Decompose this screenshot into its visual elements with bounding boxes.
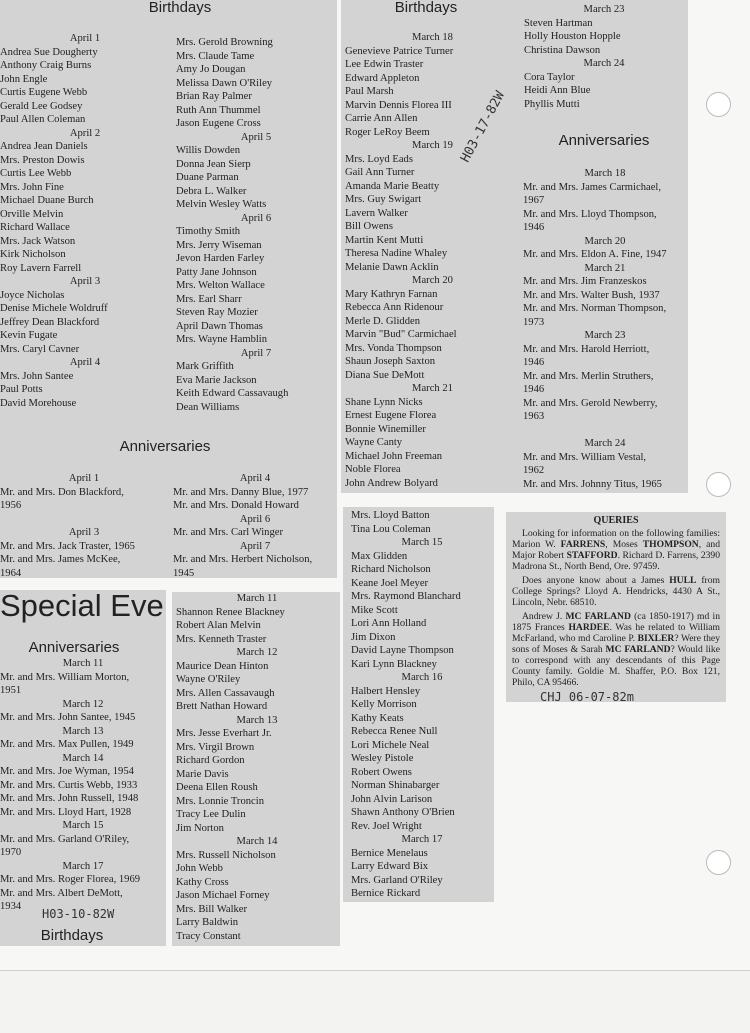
list-item: Mrs. Bill Walker <box>176 903 248 915</box>
date-heading: April 4 <box>69 357 101 368</box>
date-heading: April 3 <box>69 276 101 287</box>
date-heading: March 20 <box>412 275 453 286</box>
list-item: Marvin Dennis Florea III <box>345 99 452 111</box>
queries-text <box>512 515 720 691</box>
list-item: Timothy Smith <box>176 226 241 237</box>
list-item: Mr. and Mrs. James McKee, <box>0 554 121 565</box>
list-item: Richard Wallace <box>0 222 70 233</box>
list-item: Heidi Ann Blue <box>524 85 591 96</box>
date-heading: April 7 <box>239 540 271 552</box>
list-item: Denise Michele Woldruff <box>0 303 108 314</box>
date-heading: March 17 <box>62 860 104 872</box>
april-anniv-col2 <box>173 472 337 578</box>
list-item: Jevon Harden Farley <box>176 253 265 264</box>
list-item: Amy Jo Dougan <box>176 64 246 75</box>
list-item: Paul Potts <box>0 384 43 395</box>
list-item: Lavern Walker <box>345 207 408 219</box>
list-item: Mark Griffith <box>176 361 234 372</box>
list-item: 1964 <box>0 567 22 578</box>
list-item: Rebecca Renee Null <box>351 726 438 737</box>
date-heading: March 24 <box>584 438 626 449</box>
list-item: Jim Dixon <box>351 631 396 643</box>
list-item: Jason Eugene Cross <box>176 118 261 129</box>
list-item: Mrs. Virgil Brown <box>176 741 255 753</box>
list-item: Robert Alan Melvin <box>176 620 261 631</box>
list-item: Michael John Freeman <box>345 450 443 462</box>
list-item: Max Glidden <box>351 550 408 562</box>
list-item: April Dawn Thomas <box>176 320 263 332</box>
list-item: Richard Nicholson <box>351 564 431 575</box>
date-heading: March 16 <box>401 672 443 683</box>
list-item: Mrs. John Santee <box>0 370 74 382</box>
list-item: John Webb <box>176 863 223 874</box>
list-item <box>523 424 687 438</box>
april-birthdays-col2 <box>176 36 336 414</box>
list-item: Willis Dowden <box>176 145 241 156</box>
clipping-special-events <box>0 590 166 946</box>
list-item: Ernest Eugene Florea <box>345 410 437 421</box>
list-item: Marvin "Bud" Carmichael <box>345 329 457 340</box>
list-item: Mr. and Mrs. John Santee, 1945 <box>0 712 136 723</box>
list-item: Donna Jean Sierp <box>176 158 251 170</box>
list-item: Duane Parman <box>176 172 239 183</box>
list-item: Mr. and Mrs. Johnny Titus, 1965 <box>523 478 662 490</box>
list-item: Patty Jane Johnson <box>176 266 257 278</box>
binder-hole-top <box>706 92 731 117</box>
list-item <box>0 513 168 527</box>
list-item: Martin Kent Mutti <box>345 234 424 246</box>
list-item: Mr. and Mrs. Walter Bush, 1937 <box>523 289 660 301</box>
list-item: Mr. and Mrs. Carl Winger <box>173 527 284 538</box>
clipping-march-15-17 <box>343 507 494 902</box>
queries-title: QUERIES <box>593 515 639 526</box>
list-item: Rev. Joel Wright <box>351 820 422 832</box>
list-item: 1945 <box>173 567 195 578</box>
date-heading: April 7 <box>240 347 272 359</box>
list-item: David Morehouse <box>0 397 77 409</box>
list-item: Theresa Nadine Whaley <box>345 248 448 259</box>
list-item: Mr. and Mrs. Albert DeMott, <box>0 887 123 899</box>
handwritten-date-3: H03-10-82W <box>42 907 115 921</box>
birthdays-heading-march: Birthdays <box>394 0 458 16</box>
april-anniv-col1 <box>0 472 168 578</box>
list-item: Mrs. Claude Tame <box>176 50 255 62</box>
list-item: Mr. and Mrs. Herbert Nicholson, <box>173 554 313 565</box>
list-item: Mrs. Garland O'Riley <box>351 874 443 886</box>
list-item: Mrs. Guy Swigart <box>345 194 422 205</box>
list-item: Melissa Dawn O'Riley <box>176 77 273 89</box>
list-item: Mrs. Vonda Thompson <box>345 342 442 354</box>
list-item: Mr. and Mrs. William Vestal, <box>523 451 647 463</box>
list-item: Mrs. Lonnie Troncin <box>176 795 264 807</box>
date-heading: April 1 <box>69 33 101 44</box>
list-item: Noble Florea <box>345 464 401 475</box>
query-hull: Does anyone know about a James HULL from College Springs? Lloyd A. Hendricks, 4430 A St., Lincoln, Nebr. 68510. <box>512 575 720 608</box>
april-birthdays-col1 <box>0 32 170 410</box>
list-item: 1934 <box>0 901 22 912</box>
query-farrens: Looking for information on the following families: Marion W. FARRENS, Moses THOMPSON, and Major Robert STAFFORD. Richard D. Farrens, 2390 Madrona St., North Bend, Ore. 97459. <box>512 528 721 572</box>
march-anniv-col <box>523 167 687 491</box>
list-item: Joyce Nicholas <box>0 289 65 301</box>
list-item: Debra L. Walker <box>176 185 247 197</box>
date-heading: March 15 <box>62 820 104 831</box>
list-item: Mrs. Jack Watson <box>0 235 76 247</box>
date-heading: March 12 <box>62 698 104 710</box>
list-item: Mr. and Mrs. Norman Thompson, <box>523 303 667 314</box>
list-item: Mrs. Welton Wallace <box>176 280 265 291</box>
date-heading: March 17 <box>401 834 443 845</box>
list-item: Norman Shinabarger <box>351 780 440 791</box>
date-heading: March 18 <box>412 32 453 43</box>
clipping-march-late <box>341 0 688 493</box>
list-item: Mr. and Mrs. Roger Florea, 1969 <box>0 874 141 885</box>
date-heading: April 6 <box>239 513 271 525</box>
list-item: Christina Dawson <box>524 44 601 56</box>
list-item: Mrs. Jesse Everhart Jr. <box>176 728 272 739</box>
list-item: Mary Kathryn Farnan <box>345 288 438 300</box>
list-item: Mrs. Kenneth Traster <box>176 633 267 645</box>
date-heading: March 14 <box>236 836 278 847</box>
list-item: Jason Michael Forney <box>176 890 270 901</box>
list-item: Steven Hartman <box>524 17 593 29</box>
anniversaries-heading-special: Anniversaries <box>28 639 120 656</box>
list-item: Edward Appleton <box>345 72 420 84</box>
list-item: Jim Norton <box>176 822 224 834</box>
clipping-queries <box>506 512 726 702</box>
date-heading: March 13 <box>236 714 278 726</box>
list-item: Mrs. Caryl Cavner <box>0 343 80 355</box>
binder-hole-middle <box>706 472 731 497</box>
list-item: Lori Michele Neal <box>351 739 430 751</box>
list-item: Maurice Dean Hinton <box>176 660 269 672</box>
list-item: Mrs. Wayne Hamblin <box>176 334 268 345</box>
list-item: Brett Nathan Howard <box>176 701 268 712</box>
anniversaries-heading-march: Anniversaries <box>558 132 650 149</box>
list-item: 1946 <box>523 222 545 233</box>
list-item: 1970 <box>0 847 22 858</box>
date-heading: March 23 <box>583 4 625 15</box>
list-item: Bill Owens <box>345 221 393 232</box>
list-item: Mr. and Mrs. Eldon A. Fine, 1947 <box>523 249 667 260</box>
birthdays-heading-april: Birthdays <box>148 0 212 16</box>
list-item: Mr. and Mrs. Garland O'Riley, <box>0 833 130 845</box>
list-item: Amanda Marie Beatty <box>345 180 440 192</box>
date-heading: March 12 <box>236 647 278 658</box>
anniversaries-heading-april: Anniversaries <box>119 438 211 455</box>
list-item: Mrs. Gerold Browning <box>176 37 273 48</box>
list-item: Richard Gordon <box>176 755 245 766</box>
list-item: Andrea Sue Dougherty <box>0 46 98 58</box>
clipping-april <box>0 0 337 578</box>
special-anniv-col <box>0 657 166 914</box>
list-item: Cora Taylor <box>524 71 575 83</box>
list-item: John Engle <box>0 73 48 85</box>
date-heading: March 19 <box>412 140 453 151</box>
list-item: Mr. and Mrs. Lloyd Hart, 1928 <box>0 806 132 818</box>
date-heading: April 5 <box>240 131 272 143</box>
list-item: Mr. and Mrs. James Carmichael, <box>523 181 661 193</box>
list-item: Curtis Eugene Webb <box>0 87 88 98</box>
list-item: Mike Scott <box>351 604 398 616</box>
date-heading: March 13 <box>62 725 104 737</box>
list-item: Bernice Rickard <box>351 888 421 899</box>
list-item: Curtis Lee Webb <box>0 168 72 179</box>
list-item: 1973 <box>523 316 545 328</box>
list-item: Genevieve Patrice Turner <box>345 45 454 57</box>
date-heading: March 18 <box>584 168 626 179</box>
list-item: 1967 <box>523 195 545 206</box>
date-heading: April 4 <box>239 473 271 484</box>
date-heading: April 3 <box>68 527 100 538</box>
list-item: Holly Houston Hopple <box>524 31 621 42</box>
list-item: David Layne Thompson <box>351 645 454 656</box>
list-item: Rebecca Ann Ridenour <box>345 302 444 313</box>
handwritten-date-2: H03-17-82W <box>458 88 508 166</box>
list-item: Diana Sue DeMott <box>345 369 425 381</box>
list-item: Mr. and Mrs. Merlin Struthers, <box>523 370 654 382</box>
list-item: Mr. and Mrs. Donald Howard <box>173 500 299 511</box>
list-item: Melvin Wesley Watts <box>176 199 267 210</box>
list-item: Mr. and Mrs. Gerold Newberry, <box>523 397 658 409</box>
list-item: Mrs. Allen Cassavaugh <box>176 687 275 699</box>
list-item: Jeffrey Dean Blackford <box>0 316 100 328</box>
list-item: 1962 <box>523 465 545 476</box>
list-item: Mrs. Russell Nicholson <box>176 849 276 861</box>
list-item: Mrs. Raymond Blanchard <box>351 591 461 602</box>
list-item: Mrs. John Fine <box>0 181 64 193</box>
list-item: Kevin Fugate <box>0 330 58 341</box>
list-item: Eva Marie Jackson <box>176 374 257 386</box>
list-item: Merle D. Glidden <box>345 315 421 327</box>
list-item: Anthony Craig Burns <box>0 60 92 71</box>
list-item: 1956 <box>0 500 22 511</box>
special-events-title: Special Eve <box>0 590 164 623</box>
list-item: Bernice Menelaus <box>351 847 428 859</box>
list-item: Mr. and Mrs. Jack Traster, 1965 <box>0 540 135 552</box>
list-item: Mr. and Mrs. Curtis Webb, 1933 <box>0 779 138 791</box>
date-heading: March 24 <box>583 58 625 69</box>
list-item: 1951 <box>0 685 22 696</box>
list-item: Wesley Pistole <box>351 753 414 764</box>
list-item: Steven Ray Mozier <box>176 307 258 318</box>
list-item: John Andrew Bolyard <box>345 477 438 489</box>
list-item: Kelly Morrison <box>351 699 417 710</box>
list-item: Mr. and Mrs. Don Blackford, <box>0 486 124 498</box>
list-item: John Alvin Larison <box>351 793 433 805</box>
march-birthdays-col2 <box>524 3 684 111</box>
list-item: Lee Edwin Traster <box>345 59 424 70</box>
list-item: Mrs. Earl Sharr <box>176 293 242 305</box>
list-item: Mrs. Lloyd Batton <box>351 510 430 521</box>
list-item: Brian Ray Palmer <box>176 91 252 102</box>
date-heading: April 6 <box>240 212 272 224</box>
date-heading: March 21 <box>584 262 626 274</box>
list-item: Shaun Joseph Saxton <box>345 356 436 367</box>
list-item: Wayne O'Riley <box>176 674 241 685</box>
list-item: Melanie Dawn Acklin <box>345 261 439 273</box>
list-item: Marie Davis <box>176 768 229 780</box>
list-item: Carrie Ann Allen <box>345 113 418 124</box>
list-item: Dean Williams <box>176 401 240 413</box>
list-item: Michael Duane Burch <box>0 195 94 206</box>
list-item: Kathy Cross <box>176 876 229 888</box>
binder-hole-bottom <box>706 850 731 875</box>
list-item: Shawn Anthony O'Brien <box>351 807 455 818</box>
list-item: 1946 <box>523 384 545 395</box>
date-heading: March 23 <box>584 330 626 341</box>
list-item: Keane Joel Meyer <box>351 577 429 589</box>
date-heading: March 20 <box>584 235 626 247</box>
list-item: Kathy Keats <box>351 712 404 724</box>
list-item: Andrea Jean Daniels <box>0 141 88 152</box>
clipping-march-11-14 <box>172 592 340 946</box>
list-item: Tracy Lee Dulin <box>176 809 246 820</box>
list-item: Gail Ann Turner <box>345 167 415 178</box>
list-item: Lori Ann Holland <box>351 618 427 629</box>
date-heading: March 11 <box>62 658 104 669</box>
list-item: Mr. and Mrs. Danny Blue, 1977 <box>173 486 309 498</box>
list-item: Bonnie Winemiller <box>345 423 426 435</box>
list-item: Mr. and Mrs. Lloyd Thompson, <box>523 208 657 220</box>
birthdays-heading-special: Birthdays <box>40 927 104 944</box>
list-item: Mrs. Preston Dowis <box>0 154 85 166</box>
list-item: Mr. and Mrs. William Morton, <box>0 671 130 683</box>
list-item: Orville Melvin <box>0 208 64 220</box>
list-item: Gerald Lee Godsey <box>0 100 83 112</box>
list-item: Larry Baldwin <box>176 917 239 928</box>
list-item: Ruth Ann Thummel <box>176 104 261 116</box>
list-item: Robert Owens <box>351 766 412 778</box>
list-item: Deena Ellen Roush <box>176 782 258 793</box>
date-heading: March 14 <box>62 752 104 764</box>
list-item: Mr. and Mrs. Harold Herriott, <box>523 343 650 355</box>
list-item: Mr. and Mrs. Jim Franzeskos <box>523 276 647 287</box>
query-mcfarland: Andrew J. MC FARLAND (ca 1850-1917) md in 1875 Frances HARDEE. Was he related to William McFarland, who md Caroline P. BIXLER? Were they sons of Moses & Sarah MC FARLAND? Would like to correspond with any descendants of this Page County family. Goldie M. Shaffer, P.O. Box 121, Philo, CA 95466. <box>512 611 720 688</box>
list-item: Shannon Renee Blackney <box>176 606 285 618</box>
list-item: Paul Marsh <box>345 86 394 97</box>
list-item: Roy Lavern Farrell <box>0 262 82 274</box>
list-item: Tina Lou Coleman <box>351 523 431 535</box>
list-item: Tracy Constant <box>176 930 241 942</box>
date-heading: March 15 <box>401 537 443 548</box>
march-11-14-col <box>176 592 338 943</box>
list-item: Wayne Canty <box>345 437 403 448</box>
list-item: Larry Edward Bix <box>351 861 429 872</box>
list-item: Keith Edward Cassavaugh <box>176 388 289 399</box>
list-item: 1946 <box>523 357 545 368</box>
list-item: Mrs. Loyd Eads <box>345 153 413 165</box>
date-heading: March 21 <box>412 383 453 394</box>
list-item: 1963 <box>523 411 545 422</box>
list-item: Roger LeRoy Beem <box>345 126 430 138</box>
list-item: Paul Allen Coleman <box>0 114 86 125</box>
list-item: Mrs. Jerry Wiseman <box>176 239 262 251</box>
date-heading: March 11 <box>236 593 278 604</box>
list-item: Halbert Hensley <box>351 685 421 697</box>
list-item: Kirk Nicholson <box>0 249 66 260</box>
list-item: Mr. and Mrs. John Russell, 1948 <box>0 793 139 804</box>
list-item: Mr. and Mrs. Joe Wyman, 1954 <box>0 766 134 777</box>
list-item: Mr. and Mrs. Max Pullen, 1949 <box>0 739 134 750</box>
handwritten-date-4: CHJ 06-07-82m <box>540 690 634 704</box>
list-item: Shane Lynn Nicks <box>345 396 423 408</box>
date-heading: April 1 <box>68 473 100 484</box>
list-item: Kari Lynn Blackney <box>351 658 437 670</box>
date-heading: April 2 <box>69 127 101 139</box>
list-item: Phyllis Mutti <box>524 98 580 110</box>
march-15-17-col <box>351 509 493 901</box>
